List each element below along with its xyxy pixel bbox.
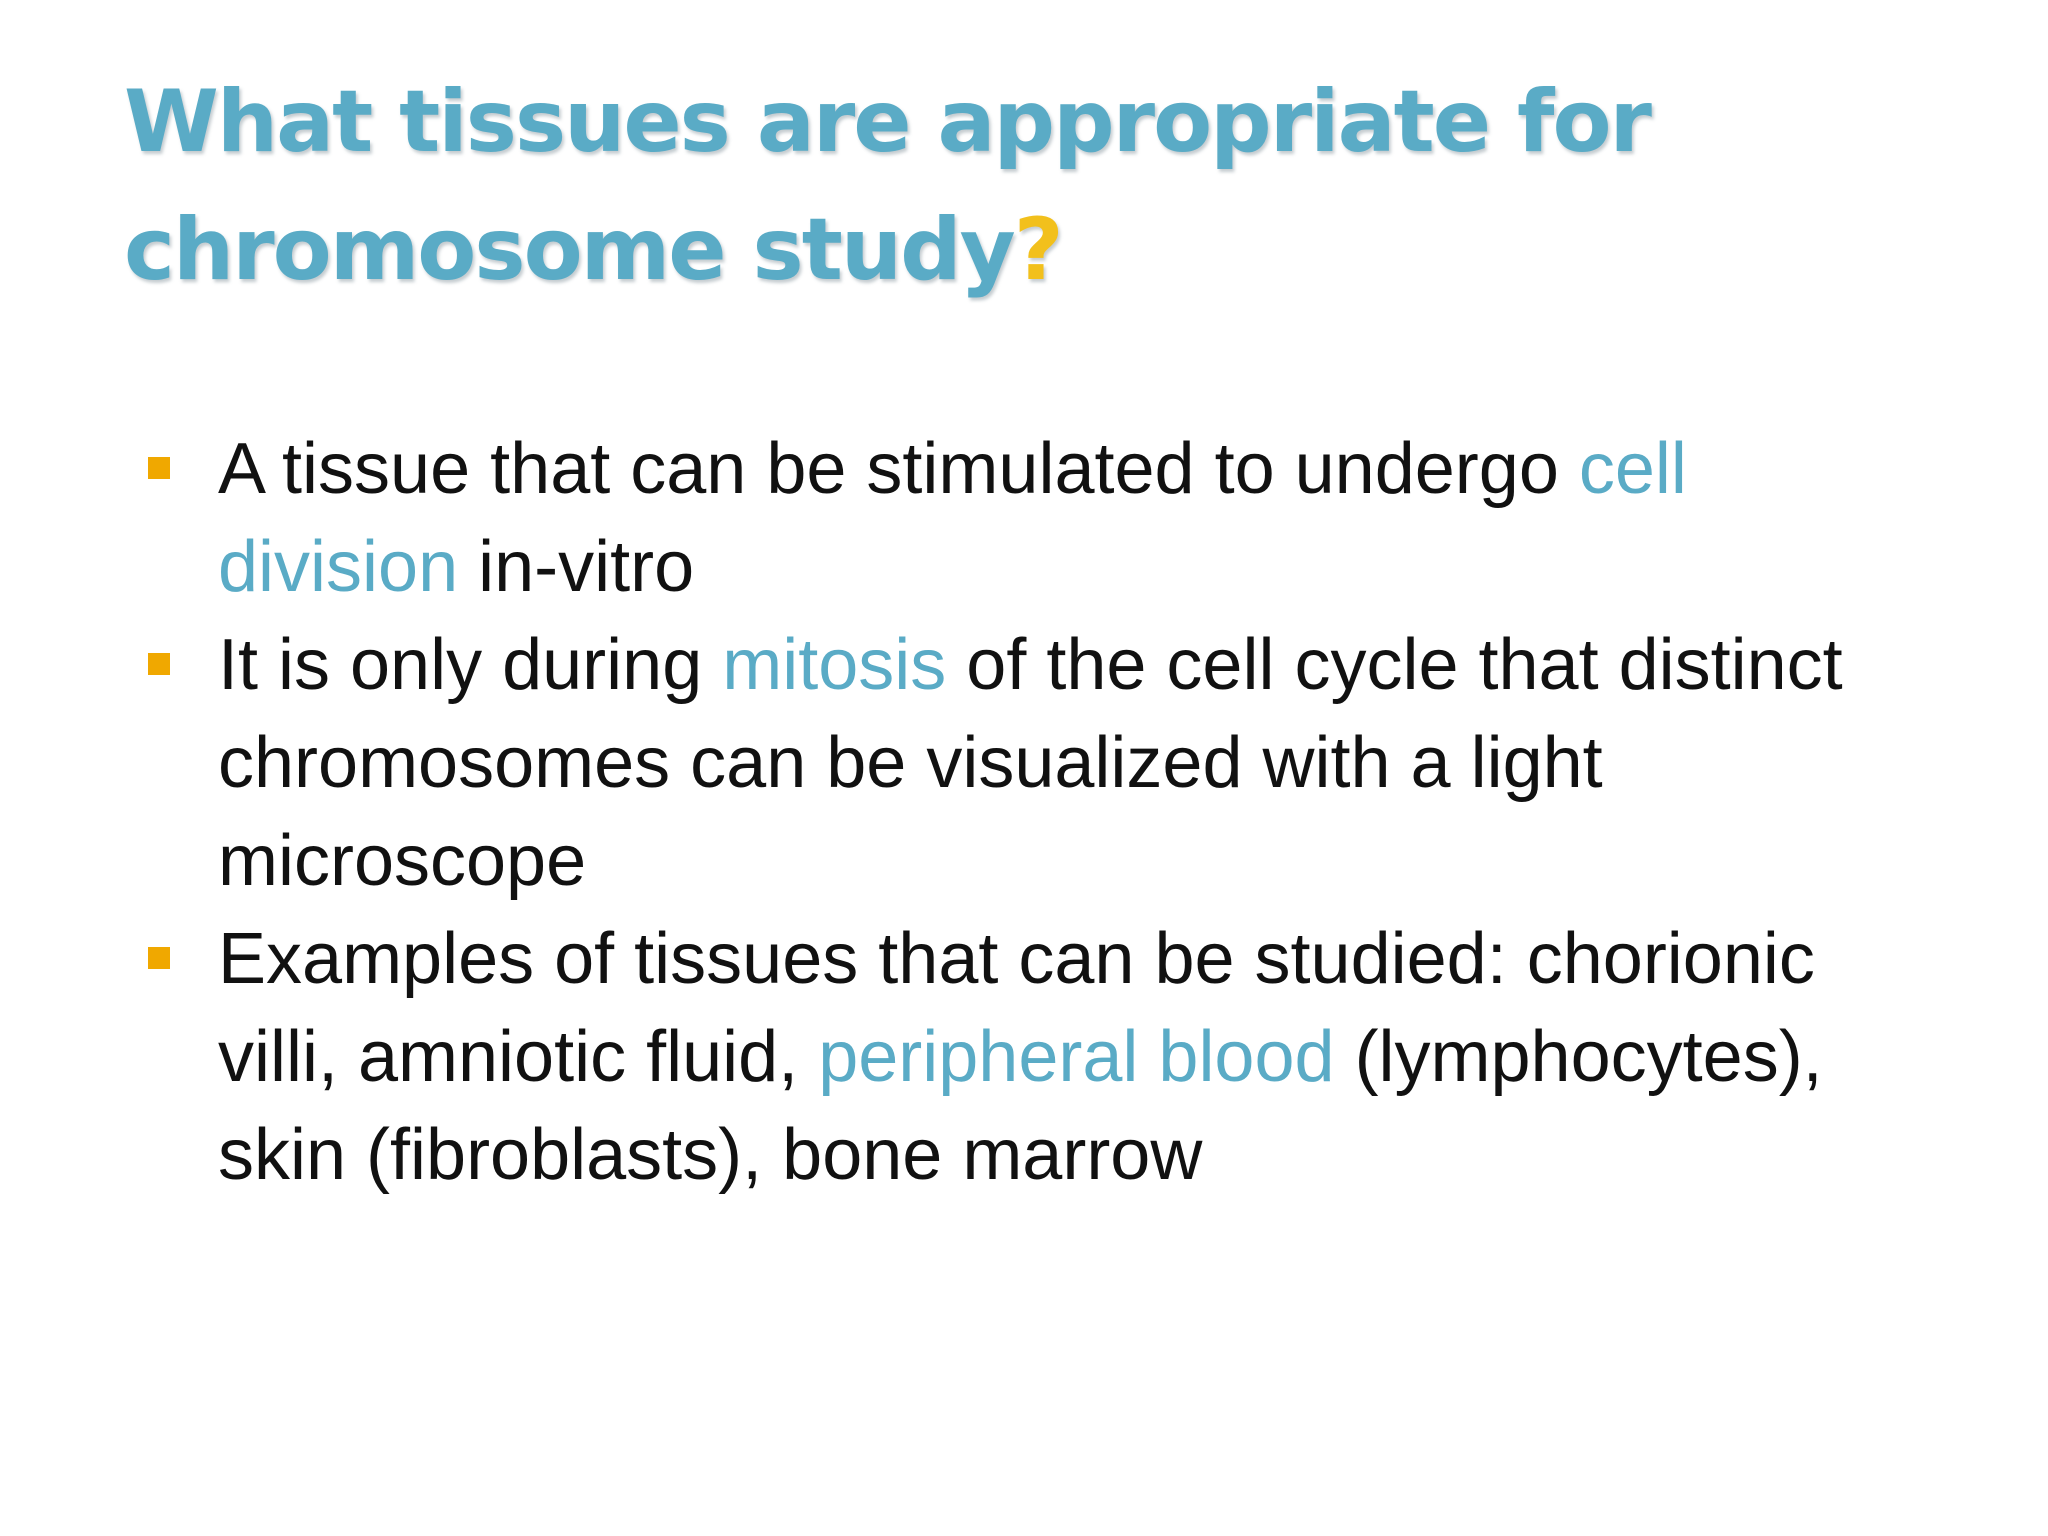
highlight-term: mitosis (722, 625, 947, 705)
bullet-item-cell-division (146, 420, 1946, 616)
slide-title (124, 58, 1824, 314)
square-bullet-icon (148, 457, 170, 479)
title-question-mark: ? (1013, 200, 1062, 300)
bullet-text: Examples of tissues that can be studied: chorionic villi, amniotic fluid, (218, 919, 1815, 1097)
slide-title-line-1: What tissues are appropriate for (124, 72, 1650, 172)
bullet-item-tissue-examples (146, 910, 1946, 1204)
bullet-text: (lymphocytes), skin (fibroblasts), bone marrow (218, 1017, 1823, 1195)
bullet-text: It is only during (218, 625, 723, 705)
square-bullet-icon (148, 653, 170, 675)
bullet-text: of the cell cycle that distinct chromosomes can be visualized with a light microscope (218, 625, 1843, 901)
slide-title-line-2: chromosome study (124, 200, 1014, 300)
highlight-term: peripheral blood (818, 1017, 1335, 1097)
bullet-text: in-vitro (458, 527, 695, 607)
bullet-list (146, 420, 1946, 1204)
highlight-term: cell division (218, 429, 1687, 607)
bullet-item-mitosis (146, 616, 1946, 910)
square-bullet-icon (148, 947, 170, 969)
bullet-text: A tissue that can be stimulated to undergo (218, 429, 1579, 509)
